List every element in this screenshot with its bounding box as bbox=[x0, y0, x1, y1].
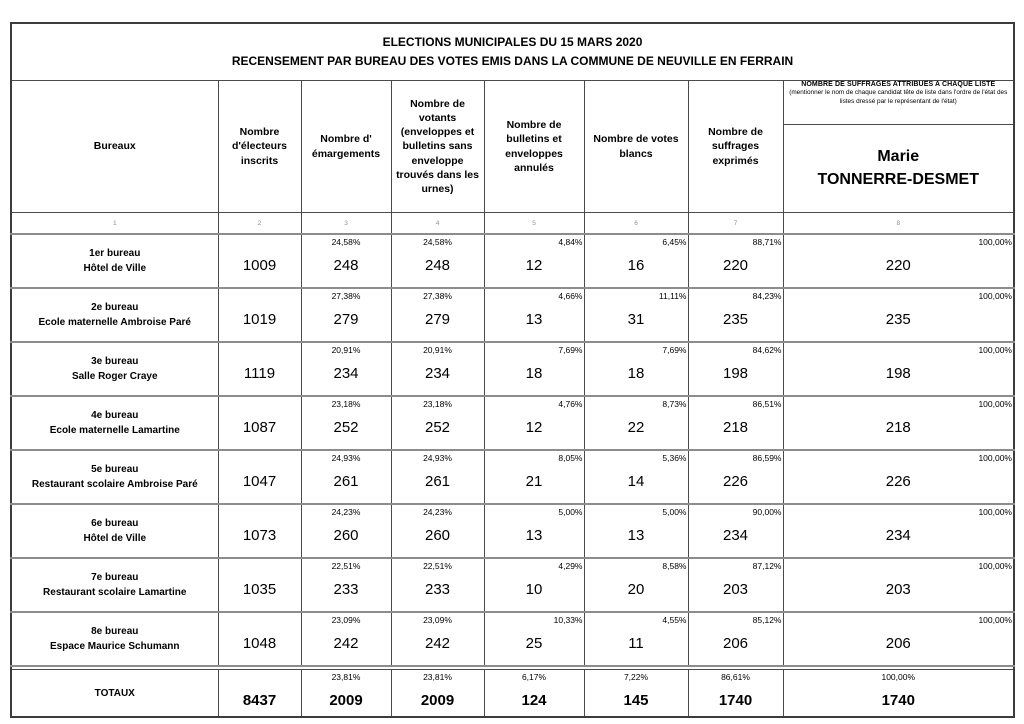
bureau-location: Hôtel de Ville bbox=[83, 263, 147, 274]
bureau-location: Restaurant scolaire Ambroise Paré bbox=[31, 479, 198, 490]
emargements-value: 260 bbox=[333, 527, 359, 544]
column-number-8: 8 bbox=[783, 213, 1014, 235]
cell-exprimes bbox=[688, 450, 783, 504]
liste-value: 218 bbox=[885, 419, 911, 436]
exprimes-value: 206 bbox=[722, 635, 749, 652]
exprimes-value: 198 bbox=[722, 365, 749, 382]
annules-value: 13 bbox=[525, 527, 543, 544]
cell-emargements bbox=[301, 558, 391, 612]
blancs-pct: 5,00% bbox=[662, 507, 687, 517]
bureau-location: Espace Maurice Schumann bbox=[50, 641, 180, 652]
cell-total-exprimes bbox=[688, 670, 783, 718]
votants-value: 261 bbox=[424, 473, 451, 490]
column-number-5: 5 bbox=[484, 213, 584, 235]
suffrages-liste-title: NOMBRE DE SUFFRAGES ATTRIBUES A CHAQUE LISTE bbox=[801, 81, 996, 88]
cell-exprimes bbox=[688, 234, 783, 288]
liste-pct: 100,00% bbox=[978, 615, 1012, 625]
candidate-last-name: TONNERRE-DESMET bbox=[817, 170, 979, 188]
annules-pct: 4,76% bbox=[558, 399, 583, 409]
cell-votants bbox=[391, 288, 484, 342]
cell-votants bbox=[391, 558, 484, 612]
candidate-first-name: Marie bbox=[877, 148, 920, 166]
blancs-value: 11 bbox=[628, 635, 644, 652]
exprimes-pct: 86,59% bbox=[752, 453, 782, 463]
blancs-pct: 5,36% bbox=[662, 453, 687, 463]
column-number-1: 1 bbox=[11, 213, 218, 235]
cell-annules bbox=[484, 342, 584, 396]
exprimes-value: 234 bbox=[722, 527, 749, 544]
exprimes-pct: 85,12% bbox=[752, 615, 782, 625]
col-header-suffrages-exprimes: Nombre de suffrages exprimés bbox=[688, 81, 783, 213]
cell-bureau-name bbox=[11, 558, 218, 612]
blancs-pct: 4,55% bbox=[662, 615, 687, 625]
exprimes-pct: 86,51% bbox=[752, 399, 782, 409]
table-footer bbox=[11, 666, 1014, 717]
cell-annules bbox=[484, 450, 584, 504]
exprimes-pct: 87,12% bbox=[752, 561, 782, 571]
total-exprimes-pct: 86,61% bbox=[721, 672, 750, 682]
votants-pct: 27,38% bbox=[423, 291, 452, 301]
blancs-pct: 8,73% bbox=[662, 399, 687, 409]
table-row bbox=[11, 342, 1014, 396]
annules-value: 12 bbox=[525, 419, 543, 436]
total-annules-value: 124 bbox=[521, 692, 547, 709]
cell-blancs bbox=[584, 612, 688, 666]
annules-pct: 4,29% bbox=[558, 561, 583, 571]
cell-emargements bbox=[301, 288, 391, 342]
votants-pct: 24,93% bbox=[423, 453, 452, 463]
cell-total-annules bbox=[484, 670, 584, 718]
document-title bbox=[11, 23, 1014, 81]
election-recensement-table bbox=[10, 22, 1015, 718]
exprimes-value: 235 bbox=[722, 311, 749, 328]
table-row bbox=[11, 288, 1014, 342]
emargements-value: 233 bbox=[333, 581, 359, 598]
bureau-number: 4e bureau bbox=[91, 410, 139, 421]
total-exprimes-value: 1740 bbox=[718, 692, 753, 709]
annules-pct: 7,69% bbox=[558, 345, 583, 355]
bureau-location: Hôtel de Ville bbox=[83, 533, 147, 544]
cell-votants bbox=[391, 450, 484, 504]
cell-total-votants bbox=[391, 670, 484, 718]
exprimes-value: 218 bbox=[722, 419, 749, 436]
bureau-number: 7e bureau bbox=[91, 572, 139, 583]
annules-pct: 8,05% bbox=[558, 453, 583, 463]
cell-liste bbox=[783, 450, 1014, 504]
exprimes-pct: 84,62% bbox=[752, 345, 782, 355]
inscrits-value: 1119 bbox=[243, 365, 276, 382]
cell-emargements bbox=[301, 342, 391, 396]
votants-value: 234 bbox=[424, 365, 451, 382]
document-title-line1: ELECTIONS MUNICIPALES DU 15 MARS 2020 bbox=[382, 34, 643, 49]
cell-blancs bbox=[584, 558, 688, 612]
totals-label: TOTAUX bbox=[11, 670, 218, 718]
cell-blancs bbox=[584, 342, 688, 396]
col-header-suffrages-liste bbox=[783, 81, 1014, 125]
liste-pct: 100,00% bbox=[978, 345, 1012, 355]
cell-liste bbox=[783, 234, 1014, 288]
cell-liste bbox=[783, 396, 1014, 450]
exprimes-pct: 84,23% bbox=[752, 291, 782, 301]
cell-annules bbox=[484, 234, 584, 288]
total-emargements-pct: 23,81% bbox=[331, 672, 361, 682]
cell-exprimes bbox=[688, 612, 783, 666]
emargements-pct: 22,51% bbox=[331, 561, 361, 571]
cell-emargements bbox=[301, 450, 391, 504]
column-number-3: 3 bbox=[301, 213, 391, 235]
title-row bbox=[11, 23, 1014, 81]
exprimes-value: 220 bbox=[722, 257, 749, 274]
cell-bureau-name bbox=[11, 234, 218, 288]
col-header-emargements: Nombre d' émargements bbox=[301, 81, 391, 213]
cell-bureau-name bbox=[11, 612, 218, 666]
liste-pct: 100,00% bbox=[978, 561, 1012, 571]
cell-exprimes bbox=[688, 396, 783, 450]
liste-value: 226 bbox=[885, 473, 911, 490]
cell-inscrits bbox=[218, 342, 301, 396]
table-header bbox=[11, 23, 1014, 234]
liste-pct: 100,00% bbox=[978, 453, 1012, 463]
total-liste-value: 1740 bbox=[881, 692, 915, 709]
table-row bbox=[11, 558, 1014, 612]
cell-bureau-name bbox=[11, 342, 218, 396]
votants-value: 242 bbox=[424, 635, 451, 652]
annules-value: 25 bbox=[525, 635, 543, 652]
blancs-value: 16 bbox=[627, 257, 645, 274]
cell-votants bbox=[391, 612, 484, 666]
liste-pct: 100,00% bbox=[978, 399, 1012, 409]
exprimes-pct: 90,00% bbox=[752, 507, 782, 517]
emargements-value: 248 bbox=[333, 257, 359, 274]
bureau-number: 3e bureau bbox=[91, 356, 139, 367]
bureau-number: 8e bureau bbox=[91, 626, 139, 637]
emargements-value: 279 bbox=[333, 311, 359, 328]
inscrits-value: 1048 bbox=[242, 635, 277, 652]
cell-blancs bbox=[584, 288, 688, 342]
candidate-name bbox=[783, 125, 1014, 213]
cell-emargements bbox=[301, 612, 391, 666]
table-body bbox=[11, 234, 1014, 666]
cell-total-inscrits bbox=[218, 670, 301, 718]
cell-votants bbox=[391, 342, 484, 396]
cell-inscrits bbox=[218, 612, 301, 666]
votants-value: 252 bbox=[424, 419, 451, 436]
cell-inscrits bbox=[218, 504, 301, 558]
liste-value: 198 bbox=[885, 365, 911, 382]
total-votants-pct: 23,81% bbox=[423, 672, 452, 682]
bureau-number: 2e bureau bbox=[91, 302, 139, 313]
liste-value: 203 bbox=[885, 581, 911, 598]
liste-value: 220 bbox=[885, 257, 911, 274]
cell-inscrits bbox=[218, 234, 301, 288]
emargements-pct: 23,09% bbox=[331, 615, 361, 625]
cell-bureau-name bbox=[11, 450, 218, 504]
emargements-value: 234 bbox=[333, 365, 359, 382]
annules-value: 21 bbox=[525, 473, 543, 490]
blancs-pct: 7,69% bbox=[662, 345, 687, 355]
total-emargements-value: 2009 bbox=[329, 692, 363, 709]
col-header-votes-blancs: Nombre de votes blancs bbox=[584, 81, 688, 213]
blancs-value: 14 bbox=[627, 473, 645, 490]
annules-pct: 4,84% bbox=[558, 237, 583, 247]
cell-annules bbox=[484, 288, 584, 342]
bureau-location: Salle Roger Craye bbox=[71, 371, 158, 382]
totals-row bbox=[11, 670, 1014, 718]
inscrits-value: 1047 bbox=[242, 473, 277, 490]
votants-value: 248 bbox=[424, 257, 451, 274]
total-blancs-pct: 7,22% bbox=[623, 672, 649, 682]
cell-liste bbox=[783, 342, 1014, 396]
votants-pct: 23,18% bbox=[423, 399, 452, 409]
votants-pct: 22,51% bbox=[423, 561, 452, 571]
cell-bureau-name bbox=[11, 288, 218, 342]
col-header-votants: Nombre de votants (enveloppes et bulletins sans enveloppe trouvés dans les urnes) bbox=[391, 81, 484, 213]
exprimes-pct: 88,71% bbox=[752, 237, 782, 247]
cell-emargements bbox=[301, 234, 391, 288]
column-number-2: 2 bbox=[218, 213, 301, 235]
emargements-value: 252 bbox=[333, 419, 359, 436]
inscrits-value: 1009 bbox=[242, 257, 277, 274]
col-header-bulletins-annules: Nombre de bulletins et enveloppes annulés bbox=[484, 81, 584, 213]
emargements-pct: 24,58% bbox=[331, 237, 361, 247]
bureau-number: 5e bureau bbox=[91, 464, 139, 475]
cell-annules bbox=[484, 504, 584, 558]
liste-value: 206 bbox=[885, 635, 911, 652]
annules-value: 18 bbox=[525, 365, 543, 382]
blancs-value: 20 bbox=[627, 581, 645, 598]
table-row bbox=[11, 396, 1014, 450]
inscrits-value: 1073 bbox=[242, 527, 277, 544]
cell-liste bbox=[783, 612, 1014, 666]
blancs-pct: 8,58% bbox=[662, 561, 687, 571]
votants-value: 279 bbox=[424, 311, 451, 328]
annules-value: 12 bbox=[525, 257, 543, 274]
total-blancs-value: 145 bbox=[623, 692, 649, 709]
total-inscrits-value: 8437 bbox=[242, 692, 277, 709]
table-row bbox=[11, 612, 1014, 666]
cell-inscrits bbox=[218, 288, 301, 342]
cell-annules bbox=[484, 396, 584, 450]
bureau-number: 6e bureau bbox=[91, 518, 139, 529]
cell-exprimes bbox=[688, 504, 783, 558]
inscrits-value: 1035 bbox=[242, 581, 277, 598]
cell-annules bbox=[484, 612, 584, 666]
cell-blancs bbox=[584, 234, 688, 288]
total-annules-pct: 6,17% bbox=[521, 672, 547, 682]
table-row bbox=[11, 234, 1014, 288]
bureau-location: Restaurant scolaire Lamartine bbox=[43, 587, 187, 598]
cell-emargements bbox=[301, 504, 391, 558]
bureau-number: 1er bureau bbox=[89, 248, 141, 259]
column-header-row bbox=[11, 81, 1014, 125]
cell-total-blancs bbox=[584, 670, 688, 718]
votants-pct: 24,58% bbox=[423, 237, 452, 247]
total-votants-value: 2009 bbox=[420, 692, 455, 709]
cell-votants bbox=[391, 504, 484, 558]
suffrages-liste-note: (mentionner le nom de chaque candidat tête de liste dans l'ordre de l'état des listes dressé par le représentant de l'état) bbox=[789, 89, 1008, 105]
bureau-location: Ecole maternelle Lamartine bbox=[49, 425, 180, 436]
inscrits-value: 1019 bbox=[242, 311, 277, 328]
column-number-6: 6 bbox=[584, 213, 688, 235]
column-number-4: 4 bbox=[391, 213, 484, 235]
annules-pct: 4,66% bbox=[558, 291, 583, 301]
cell-total-liste bbox=[783, 670, 1014, 718]
total-liste-pct: 100,00% bbox=[881, 672, 916, 682]
exprimes-value: 226 bbox=[722, 473, 749, 490]
column-number-7: 7 bbox=[688, 213, 783, 235]
column-number-row bbox=[11, 213, 1014, 235]
cell-exprimes bbox=[688, 342, 783, 396]
cell-exprimes bbox=[688, 288, 783, 342]
cell-votants bbox=[391, 396, 484, 450]
cell-inscrits bbox=[218, 396, 301, 450]
exprimes-value: 203 bbox=[722, 581, 749, 598]
liste-value: 234 bbox=[885, 527, 911, 544]
table-row bbox=[11, 450, 1014, 504]
cell-exprimes bbox=[688, 558, 783, 612]
document-title-line2: RECENSEMENT PAR BUREAU DES VOTES EMIS DANS LA COMMUNE DE NEUVILLE EN FERRAIN bbox=[231, 54, 794, 68]
blancs-pct: 11,11% bbox=[658, 291, 687, 301]
blancs-value: 22 bbox=[627, 419, 645, 436]
emargements-pct: 23,18% bbox=[331, 399, 361, 409]
emargements-pct: 20,91% bbox=[331, 345, 361, 355]
inscrits-value: 1087 bbox=[242, 419, 277, 436]
cell-inscrits bbox=[218, 450, 301, 504]
emargements-pct: 27,38% bbox=[331, 291, 361, 301]
liste-pct: 100,00% bbox=[978, 291, 1012, 301]
emargements-value: 242 bbox=[333, 635, 359, 652]
col-header-bureaux: Bureaux bbox=[11, 81, 218, 213]
cell-annules bbox=[484, 558, 584, 612]
cell-inscrits bbox=[218, 558, 301, 612]
votants-value: 233 bbox=[424, 581, 451, 598]
bureau-location: Ecole maternelle Ambroise Paré bbox=[38, 317, 191, 328]
liste-pct: 100,00% bbox=[978, 237, 1012, 247]
cell-votants bbox=[391, 234, 484, 288]
blancs-pct: 6,45% bbox=[662, 237, 687, 247]
blancs-value: 13 bbox=[627, 527, 645, 544]
emargements-value: 261 bbox=[333, 473, 359, 490]
cell-blancs bbox=[584, 450, 688, 504]
annules-pct: 10,33% bbox=[553, 615, 583, 625]
blancs-value: 18 bbox=[627, 365, 645, 382]
annules-pct: 5,00% bbox=[558, 507, 583, 517]
emargements-pct: 24,93% bbox=[331, 453, 361, 463]
cell-bureau-name bbox=[11, 396, 218, 450]
cell-liste bbox=[783, 558, 1014, 612]
votants-pct: 23,09% bbox=[423, 615, 452, 625]
cell-emargements bbox=[301, 396, 391, 450]
votants-pct: 24,23% bbox=[423, 507, 452, 517]
emargements-pct: 24,23% bbox=[331, 507, 361, 517]
table-row bbox=[11, 504, 1014, 558]
annules-value: 10 bbox=[525, 581, 543, 598]
liste-pct: 100,00% bbox=[978, 507, 1012, 517]
blancs-value: 31 bbox=[627, 311, 645, 328]
votants-pct: 20,91% bbox=[423, 345, 452, 355]
cell-blancs bbox=[584, 504, 688, 558]
cell-bureau-name bbox=[11, 504, 218, 558]
cell-liste bbox=[783, 288, 1014, 342]
annules-value: 13 bbox=[525, 311, 543, 328]
liste-value: 235 bbox=[885, 311, 911, 328]
cell-total-emargements bbox=[301, 670, 391, 718]
cell-liste bbox=[783, 504, 1014, 558]
col-header-electeurs-inscrits: Nombre d'électeurs inscrits bbox=[218, 81, 301, 213]
votants-value: 260 bbox=[424, 527, 451, 544]
cell-blancs bbox=[584, 396, 688, 450]
